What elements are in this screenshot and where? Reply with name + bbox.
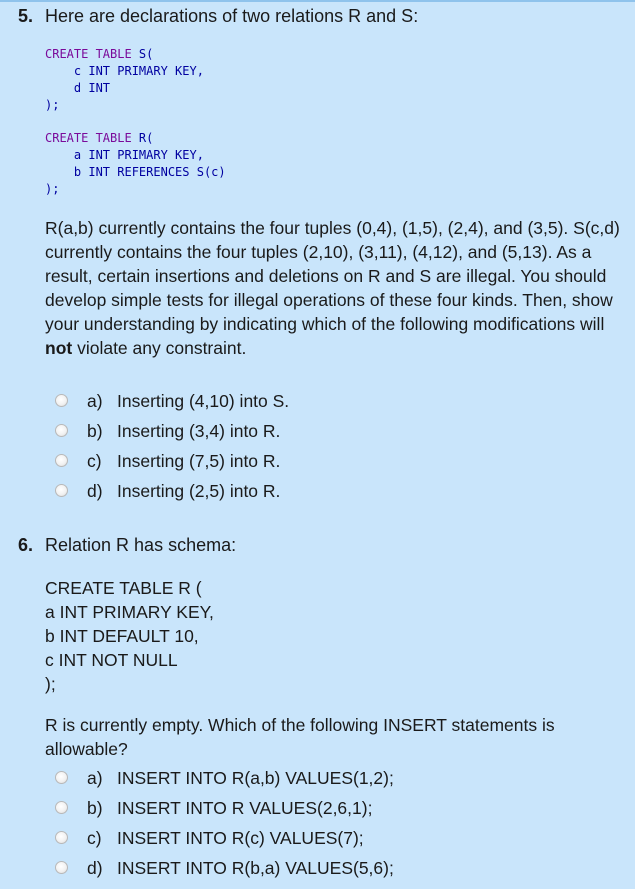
option-label: d) bbox=[87, 858, 103, 878]
option-label: c) bbox=[87, 451, 102, 471]
sql-line: a INT PRIMARY KEY, bbox=[45, 148, 204, 162]
sql-line: ); bbox=[45, 98, 60, 112]
question-6 bbox=[0, 533, 635, 878]
sql-create-s bbox=[45, 46, 204, 114]
option-text: Inserting (7,5) into R. bbox=[117, 451, 281, 471]
option-label: b) bbox=[87, 798, 103, 818]
schema-line: c INT NOT NULL bbox=[45, 650, 178, 670]
question-title: Relation R has schema: bbox=[45, 535, 237, 555]
schema-line: CREATE TABLE R ( bbox=[45, 578, 202, 598]
sql-line: c INT PRIMARY KEY, bbox=[45, 64, 204, 78]
question-text: R(a,b) currently contains the four tuples (0,4), (1,5), (2,4), and (3,5). S(c,d) currently contains the four tuples (2,10), (3,11), (4,12), and (5,13). As a result, certain insertions and deletions on R and S are illegal. You should develop simple tests for illegal operations of these four kinds. Then, show your understanding by indicating which of the following modifications will bbox=[45, 218, 620, 334]
question-number: 5. bbox=[18, 6, 34, 26]
option-text: Inserting (2,5) into R. bbox=[117, 481, 281, 501]
question-6-header bbox=[0, 533, 635, 557]
question-5 bbox=[0, 4, 635, 501]
option-text: Inserting (4,10) into S. bbox=[117, 391, 290, 411]
option-text: INSERT INTO R(c) VALUES(7); bbox=[117, 828, 364, 848]
radio-button[interactable] bbox=[55, 771, 68, 784]
radio-button[interactable] bbox=[55, 801, 68, 814]
question-text-end: violate any constraint. bbox=[72, 338, 247, 358]
radio-button[interactable] bbox=[55, 831, 68, 844]
option-text: INSERT INTO R(b,a) VALUES(5,6); bbox=[117, 858, 394, 878]
question-title: Here are declarations of two relations R and S: bbox=[45, 6, 419, 26]
radio-button[interactable] bbox=[55, 484, 68, 497]
top-divider bbox=[0, 0, 635, 2]
radio-button[interactable] bbox=[55, 861, 68, 874]
sql-line: S( bbox=[131, 47, 154, 61]
option-text: INSERT INTO R(a,b) VALUES(1,2); bbox=[117, 768, 394, 788]
question-5-header bbox=[0, 4, 635, 28]
schema-line: ); bbox=[45, 674, 56, 694]
sql-line: b INT REFERENCES S(c) bbox=[45, 165, 226, 179]
emphasis-not: not bbox=[45, 338, 73, 358]
sql-create-r bbox=[45, 130, 226, 198]
option-label: c) bbox=[87, 828, 102, 848]
option-label: a) bbox=[87, 768, 103, 788]
question-body: R is currently empty. Which of the following INSERT statements is allowable? bbox=[45, 715, 555, 759]
sql-line: ); bbox=[45, 182, 60, 196]
radio-button[interactable] bbox=[55, 424, 68, 437]
sql-keyword: CREATE TABLE bbox=[45, 131, 132, 145]
option-text: Inserting (3,4) into R. bbox=[117, 421, 281, 441]
schema-line: a INT PRIMARY KEY, bbox=[45, 602, 214, 622]
question-body bbox=[45, 216, 620, 360]
radio-button[interactable] bbox=[55, 454, 68, 467]
sql-keyword: CREATE TABLE bbox=[45, 47, 132, 61]
option-label: b) bbox=[87, 421, 103, 441]
schema-line: b INT DEFAULT 10, bbox=[45, 626, 199, 646]
option-label: a) bbox=[87, 391, 103, 411]
sql-line: d INT bbox=[45, 81, 111, 95]
option-text: INSERT INTO R VALUES(2,6,1); bbox=[117, 798, 373, 818]
sql-line: R( bbox=[131, 131, 154, 145]
question-number: 6. bbox=[18, 535, 34, 555]
option-label: d) bbox=[87, 481, 103, 501]
schema-block bbox=[45, 576, 214, 696]
radio-button[interactable] bbox=[55, 394, 68, 407]
